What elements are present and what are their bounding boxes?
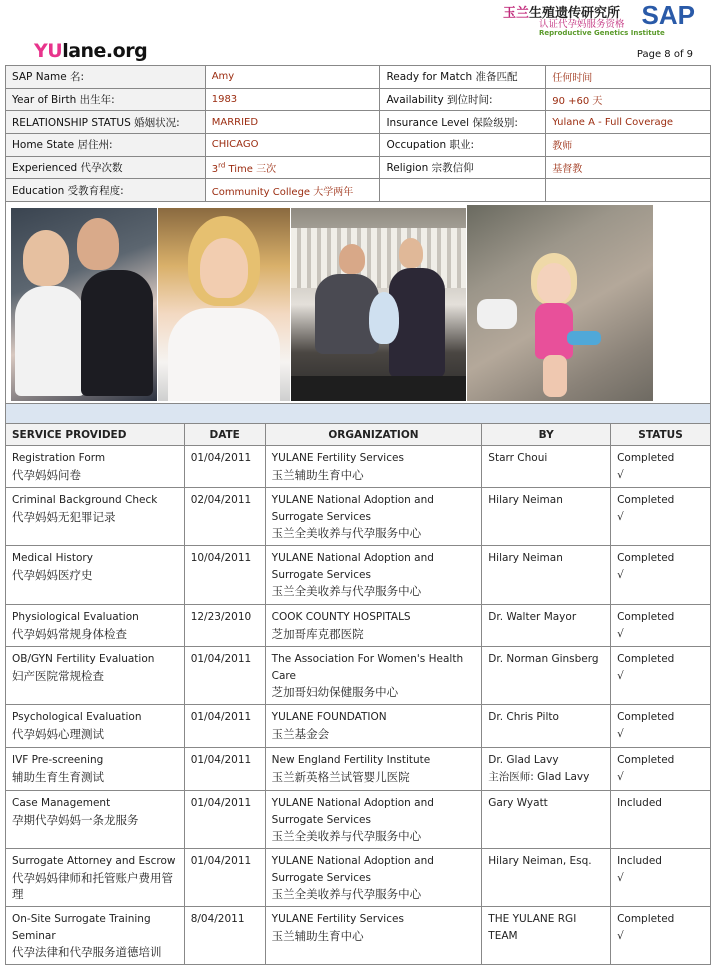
profile-value xyxy=(205,156,380,179)
by-cell xyxy=(482,748,611,791)
check-mark-icon: √ xyxy=(617,929,624,942)
profile-label: Education 受教育程度: xyxy=(6,179,206,202)
profile-label: Availability 到位时间: xyxy=(380,88,546,111)
yulane-logo xyxy=(34,40,147,62)
profile-value: Yulane A - Full Coverage xyxy=(546,111,711,134)
by-name: Starr Choui xyxy=(488,452,548,464)
check-mark-icon: √ xyxy=(617,727,624,740)
service-row xyxy=(6,705,711,748)
organization-name-en: YULANE National Adoption and Surrogate Services xyxy=(271,494,434,523)
service-name-en: OB/GYN Fertility Evaluation xyxy=(12,653,155,665)
status-text: Completed xyxy=(617,711,675,723)
experience-ordinal: rd xyxy=(218,161,226,170)
service-name-cn: 辅助生育生育测试 xyxy=(12,769,104,784)
service-name-en: Surrogate Attorney and Escrow xyxy=(12,855,176,867)
by-cell xyxy=(482,605,611,647)
date-cell: 01/04/2011 xyxy=(184,748,265,791)
service-row xyxy=(6,748,711,791)
organization-name-cn: 玉兰全美收养与代孕服务中心 xyxy=(271,829,422,843)
by-name: Dr. Norman Ginsberg xyxy=(488,653,599,665)
check-mark-icon: √ xyxy=(617,510,624,523)
experience-text: Time 三次 xyxy=(225,164,277,176)
service-name-en: On-Site Surrogate Training Seminar xyxy=(12,913,151,942)
date-cell: 01/04/2011 xyxy=(184,849,265,907)
service-name-en: Psychological Evaluation xyxy=(12,711,142,723)
organization-name-en: YULANE National Adoption and Surrogate Services xyxy=(271,797,434,826)
organization-cell xyxy=(265,546,482,605)
status-text: Included xyxy=(617,855,662,867)
profile-label: RELATIONSHIP STATUS 婚姻状况: xyxy=(6,111,206,134)
check-mark-icon: √ xyxy=(617,669,624,682)
by-name-secondary: 主治医师: Glad Lavy xyxy=(488,770,590,783)
organization-name-en: YULANE Fertility Services xyxy=(271,452,404,464)
organization-name-cn: 玉兰辅助生育中心 xyxy=(271,467,364,482)
by-name: Dr. Walter Mayor xyxy=(488,611,577,623)
col-header-status: STATUS xyxy=(611,424,711,446)
profile-row xyxy=(6,88,711,111)
organization-name-cn: 芝加哥妇幼保健服务中心 xyxy=(271,685,399,699)
date-cell: 01/04/2011 xyxy=(184,647,265,705)
by-name: Hilary Neiman, Esq. xyxy=(488,855,592,867)
check-mark-icon: √ xyxy=(617,627,624,640)
by-cell xyxy=(482,446,611,488)
status-text: Completed xyxy=(617,452,675,464)
profile-value: 1983 xyxy=(205,88,380,111)
profile-label: Year of Birth 出生年: xyxy=(6,88,206,111)
organization-name-en: YULANE Fertility Services xyxy=(271,913,404,925)
profile-value: Community College 大学两年 xyxy=(205,179,380,202)
organization-cell xyxy=(265,647,482,705)
experience-count: 3 xyxy=(211,164,219,176)
profile-row xyxy=(6,111,711,134)
profile-row xyxy=(6,156,711,179)
profile-value: 教师 xyxy=(546,134,711,157)
organization-cell xyxy=(265,488,482,546)
profile-label: Ready for Match 准备匹配 xyxy=(380,66,546,89)
by-name: Hilary Neiman xyxy=(488,494,563,506)
profile-row xyxy=(6,66,711,89)
service-name-en: Medical History xyxy=(12,552,93,564)
profile-label: Insurance Level 保险级别: xyxy=(380,111,546,134)
profile-label-empty xyxy=(380,179,546,202)
date-cell: 01/04/2011 xyxy=(184,705,265,748)
profile-table xyxy=(5,65,711,202)
brand-en: Reproductive Genetics Institute xyxy=(539,29,665,37)
by-cell xyxy=(482,849,611,907)
organization-cell xyxy=(265,705,482,748)
organization-cell xyxy=(265,605,482,647)
service-row xyxy=(6,849,711,907)
profile-value: MARRIED xyxy=(205,111,380,134)
service-row xyxy=(6,907,711,965)
profile-value: Amy xyxy=(205,66,380,89)
status-text: Completed xyxy=(617,494,675,506)
organization-name-cn: 芝加哥库克郡医院 xyxy=(271,626,364,641)
service-name-en: Case Management xyxy=(12,797,111,809)
check-mark-icon: √ xyxy=(617,468,624,481)
profile-row xyxy=(6,179,711,202)
check-mark-icon: √ xyxy=(617,770,624,783)
services-header-row xyxy=(6,424,711,446)
status-cell xyxy=(611,605,711,647)
service-name-cn: 代孕法律和代孕服务道德培训 xyxy=(12,945,162,959)
profile-value: 任何时间 xyxy=(546,66,711,89)
by-cell xyxy=(482,546,611,605)
service-name-cn: 孕期代孕妈妈一条龙服务 xyxy=(12,812,139,827)
logo-rest: lane.org xyxy=(62,40,148,62)
service-cell xyxy=(6,446,185,488)
service-row xyxy=(6,647,711,705)
photo-portrait xyxy=(158,208,290,401)
status-cell xyxy=(611,849,711,907)
by-cell xyxy=(482,791,611,849)
service-row xyxy=(6,446,711,488)
col-header-date: DATE xyxy=(184,424,265,446)
status-cell xyxy=(611,647,711,705)
date-cell: 8/04/2011 xyxy=(184,907,265,965)
organization-name-cn: 玉兰全美收养与代孕服务中心 xyxy=(271,887,422,901)
check-mark-icon: √ xyxy=(617,568,624,581)
organization-name-en: YULANE National Adoption and Surrogate Services xyxy=(271,552,434,581)
date-cell: 02/04/2011 xyxy=(184,488,265,546)
page-number: Page 8 of 9 xyxy=(636,49,693,60)
status-text: Completed xyxy=(617,611,675,623)
service-row xyxy=(6,605,711,647)
status-text: Completed xyxy=(617,754,675,766)
service-name-en: IVF Pre-screening xyxy=(12,754,104,766)
check-mark-icon: √ xyxy=(617,871,624,884)
service-name-cn: 妇产医院常规检查 xyxy=(12,668,104,683)
by-cell xyxy=(482,488,611,546)
brand-cn-rest: 生殖遗传研究所 xyxy=(529,6,621,21)
organization-name-cn: 玉兰新英格兰试管婴儿医院 xyxy=(271,769,410,784)
by-name: Gary Wyatt xyxy=(488,797,548,809)
organization-name-cn: 玉兰全美收养与代孕服务中心 xyxy=(271,526,422,540)
status-cell xyxy=(611,791,711,849)
by-cell xyxy=(482,907,611,965)
profile-label: Home State 居住州: xyxy=(6,134,206,157)
section-divider xyxy=(5,403,711,423)
status-cell xyxy=(611,907,711,965)
profile-label: SAP Name 名: xyxy=(6,66,206,89)
profile-value: 基督教 xyxy=(546,156,711,179)
organization-cell xyxy=(265,849,482,907)
status-cell xyxy=(611,546,711,605)
status-cell xyxy=(611,446,711,488)
service-row xyxy=(6,546,711,605)
organization-cell xyxy=(265,907,482,965)
brand-cn-sub: 认证代孕妈服务资格 xyxy=(539,19,625,30)
rgi-sap-brand xyxy=(503,2,693,38)
by-name: Dr. Glad Lavy xyxy=(488,754,559,766)
profile-value: CHICAGO xyxy=(205,134,380,157)
service-cell xyxy=(6,488,185,546)
organization-name-cn: 玉兰辅助生育中心 xyxy=(271,928,364,943)
brand-sap-logo: SAP xyxy=(641,0,695,30)
organization-name-cn: 玉兰全美收养与代孕服务中心 xyxy=(271,584,422,598)
service-cell xyxy=(6,705,185,748)
date-cell: 01/04/2011 xyxy=(184,791,265,849)
profile-row xyxy=(6,134,711,157)
organization-name-en: New England Fertility Institute xyxy=(271,754,431,766)
date-cell: 12/23/2010 xyxy=(184,605,265,647)
status-cell xyxy=(611,705,711,748)
profile-label: Religion 宗教信仰 xyxy=(380,156,546,179)
service-name-cn: 代孕妈妈律师和托管账户费用管理 xyxy=(12,870,173,901)
by-cell xyxy=(482,705,611,748)
status-cell xyxy=(611,748,711,791)
service-row xyxy=(6,488,711,546)
by-name: Dr. Chris Pilto xyxy=(488,711,559,723)
status-text: Completed xyxy=(617,913,675,925)
logo-yu: YU xyxy=(34,40,63,62)
organization-name-en: YULANE National Adoption and Surrogate Services xyxy=(271,855,434,884)
service-name-en: Registration Form xyxy=(12,452,106,464)
profile-value-empty xyxy=(546,179,711,202)
organization-name-en: The Association For Women's Health Care xyxy=(271,653,464,682)
organization-cell xyxy=(265,748,482,791)
service-row xyxy=(6,791,711,849)
service-cell xyxy=(6,849,185,907)
organization-name-cn: 玉兰基金会 xyxy=(271,726,330,741)
by-name: THE YULANE RGI TEAM xyxy=(488,913,577,942)
organization-cell xyxy=(265,446,482,488)
services-table xyxy=(5,423,711,965)
profile-label: Occupation 职业: xyxy=(380,134,546,157)
date-cell: 10/04/2011 xyxy=(184,546,265,605)
service-name-en: Physiological Evaluation xyxy=(12,611,139,623)
service-name-cn: 代孕妈妈心理测试 xyxy=(12,726,104,741)
service-cell xyxy=(6,546,185,605)
profile-label: Experienced 代孕次数 xyxy=(6,156,206,179)
status-text: Completed xyxy=(617,653,675,665)
profile-value: 90 +60 天 xyxy=(546,88,711,111)
col-header-service: SERVICE PROVIDED xyxy=(6,424,185,446)
photo-family xyxy=(291,208,466,401)
service-cell xyxy=(6,748,185,791)
service-name-en: Criminal Background Check xyxy=(12,494,158,506)
status-text: Included xyxy=(617,797,662,809)
status-text: Completed xyxy=(617,552,675,564)
service-name-cn: 代孕妈妈医疗史 xyxy=(12,567,93,582)
col-header-organization: ORGANIZATION xyxy=(265,424,482,446)
organization-name-en: YULANE FOUNDATION xyxy=(271,711,387,723)
brand-cn-highlight: 玉兰 xyxy=(503,6,530,21)
service-cell xyxy=(6,907,185,965)
service-cell xyxy=(6,647,185,705)
date-cell: 01/04/2011 xyxy=(184,446,265,488)
organization-cell xyxy=(265,791,482,849)
status-cell xyxy=(611,488,711,546)
photo-strip xyxy=(5,201,711,403)
col-header-by: BY xyxy=(482,424,611,446)
service-name-cn: 代孕妈妈常规身体检查 xyxy=(12,626,127,641)
service-name-cn: 代孕妈妈无犯罪记录 xyxy=(12,509,116,524)
service-cell xyxy=(6,605,185,647)
service-name-cn: 代孕妈妈问卷 xyxy=(12,467,81,482)
photo-couple xyxy=(11,208,157,401)
organization-name-en: COOK COUNTY HOSPITALS xyxy=(271,611,411,623)
by-cell xyxy=(482,647,611,705)
by-name: Hilary Neiman xyxy=(488,552,563,564)
service-cell xyxy=(6,791,185,849)
photo-child xyxy=(467,205,653,401)
